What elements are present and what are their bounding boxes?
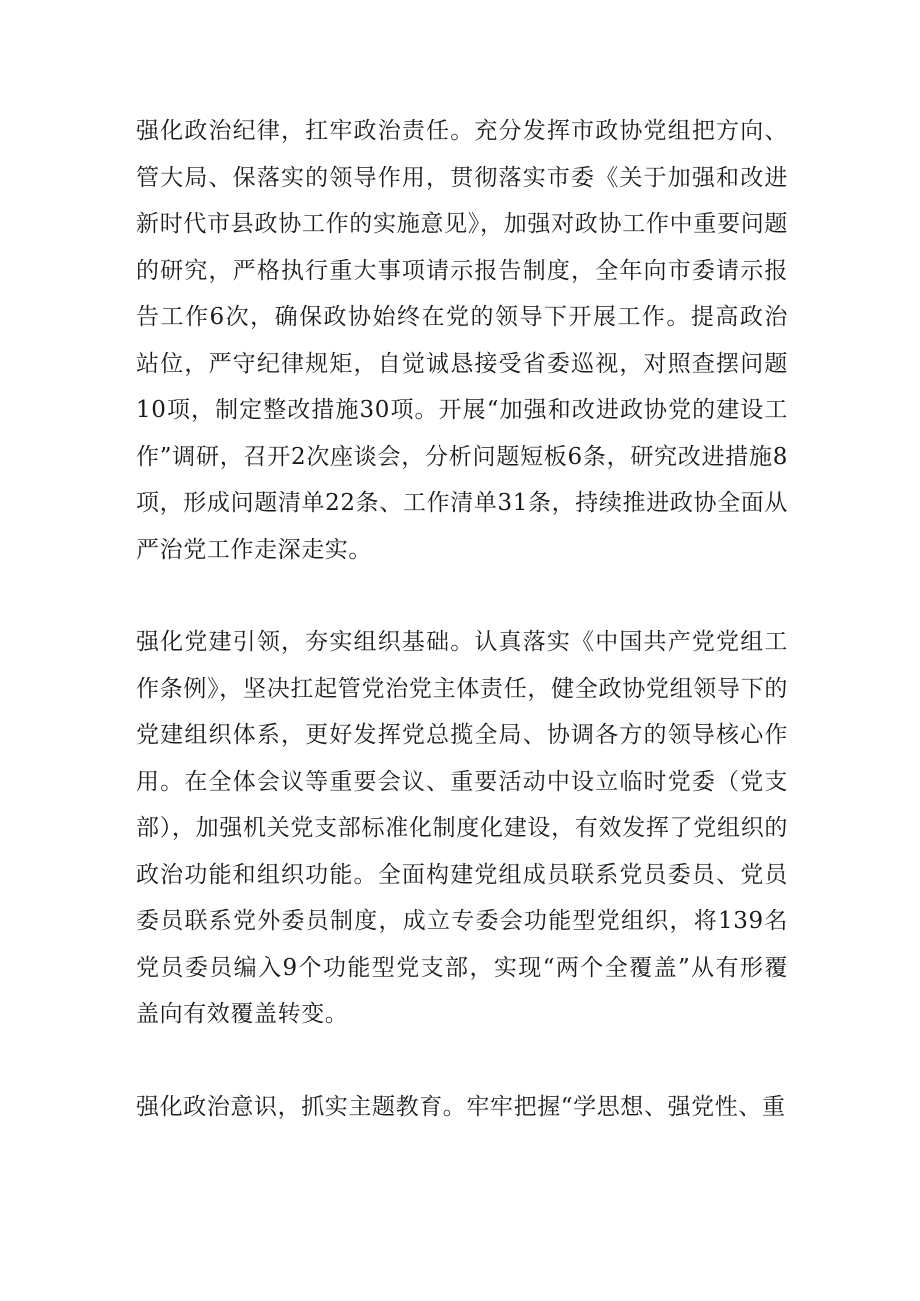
paragraph-theme-education: 强化政治意识，抓实主题教育。牢牢把握“学思想、强党性、重 xyxy=(136,1093,786,1120)
paragraph-party-building: 强化党建引领，夯实组织基础。认真落实《中国共产党党组工作条例》，坚决扛起管党治党主体责任，健全政协党组领导下的党建组织体系，更好发挥党总揽全局、协调各方的领导核心作用。在全体会议等重要会议、重要活动中设立临时党委（党支部），加强机关党支部标准化制度化建设，有效发挥了党组织的政治功能和组织功能。全面构建党组成员联系党员委员、党员委员联系党外委员制度，成立专委会功能型党组织，将139名党员委员编入9个功能型党支部，实现“两个全覆盖”从有形覆盖向有效覆盖转变。 xyxy=(136,629,788,1027)
document-body xyxy=(136,108,788,1130)
paragraph-political-discipline: 强化政治纪律，扛牢政治责任。充分发挥市政协党组把方向、管大局、保落实的领导作用，贯彻落实市委《关于加强和改进新时代市县政协工作的实施意见》，加强对政协工作中重要问题的研究，严格执行重大事项请示报告制度，全年向市委请示报告工作6次，确保政协始终在党的领导下开展工作。提高政治站位，严守纪律规矩，自觉诚恳接受省委巡视，对照查摆问题10项，制定整改措施30项。开展“加强和改进政协党的建设工作”调研，召开2次座谈会，分析问题短板6条，研究改进措施8项，形成问题清单22条、工作清单31条，持续推进政协全面从严治党工作走深走实。 xyxy=(136,118,788,563)
